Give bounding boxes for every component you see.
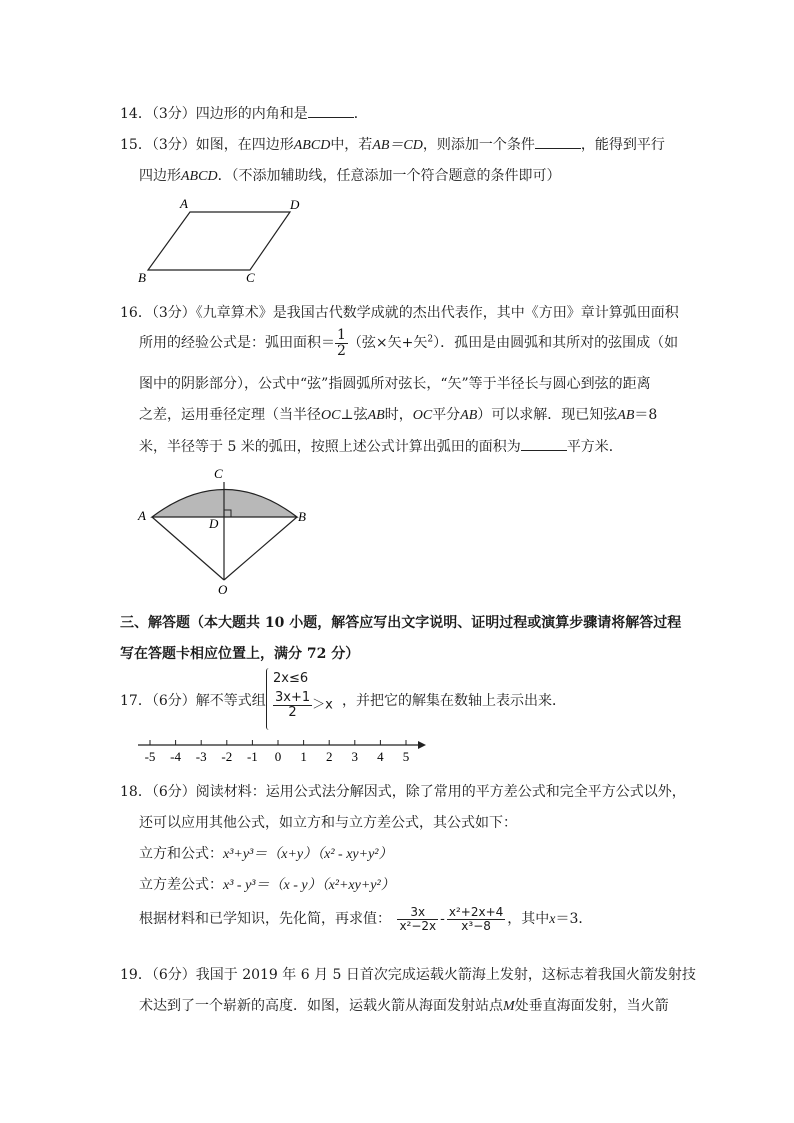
fraction-denominator: x³−8	[461, 918, 491, 933]
question-number: 17．	[120, 693, 152, 709]
answer-blank	[308, 105, 354, 118]
label-d: D	[290, 197, 300, 212]
question-score: （6分）	[151, 967, 196, 983]
q16-line3	[139, 373, 651, 393]
fraction-numerator: 1	[337, 327, 346, 343]
fraction-2	[447, 906, 505, 932]
q16-text: 之差，运用垂径定理（当半径	[139, 407, 321, 423]
label-b: B	[298, 509, 306, 524]
q15-text: ．（不添加辅助线，任意添加一个符合题意的条件即可）	[217, 168, 561, 184]
answer-blank	[521, 438, 567, 451]
arc-field-figure	[130, 462, 320, 600]
q18-line1	[120, 781, 686, 801]
fraction-denominator: x²−2x	[399, 918, 437, 933]
formula: x³+y³＝（x+y）（x² - xy+y²）	[223, 847, 393, 862]
fraction-numerator: 3x+1	[275, 690, 311, 705]
q15-text: 四边形	[139, 168, 181, 184]
fraction-1	[397, 906, 438, 932]
question-number: 19．	[120, 967, 152, 983]
q16-superscript: 2	[427, 334, 434, 345]
q16-text: ⊥弦	[340, 407, 368, 423]
q19-line2	[139, 995, 669, 1015]
parallelogram-shape	[148, 212, 290, 270]
question-score: （3分）	[151, 106, 196, 122]
q16-line1	[120, 302, 679, 322]
q19-var: M	[503, 999, 515, 1014]
q16-text: ）可以求解．现已知弦	[477, 407, 618, 423]
label-c: C	[214, 466, 223, 481]
q15-text: 中，若	[330, 137, 373, 153]
tick-label: -3	[195, 749, 207, 764]
q15-abcd: ABCD	[293, 138, 331, 153]
q16-text: 时，	[384, 407, 413, 423]
q16-line2	[139, 328, 678, 358]
q15-text: 如图，在四边形	[195, 137, 294, 153]
q16-text: （弦×矢+矢	[347, 335, 428, 352]
q16-text: 图中的阴影部分），公式中“弦”指圆弧所对弦长，“矢”等于半径长与圆心到弦的距离	[139, 376, 651, 392]
q15-text: ，能得到平行	[580, 137, 665, 153]
inequality-1: 2x≤6	[273, 671, 309, 686]
section-header-line2: 写在答题卡相应位置上，满分 72 分）	[120, 646, 360, 662]
tick-label: 1	[300, 749, 307, 764]
section-header-line1: 三、解答题（本大题共 10 小题，解答应写出文字说明、证明过程或演算步骤请将解答过程	[120, 615, 682, 631]
q18-text: 根据材料和已学知识，先化简，再求值：	[139, 911, 391, 928]
q16-var: OC	[321, 408, 341, 423]
tick-label: 0	[274, 749, 282, 764]
q15-abcd: ABCD	[181, 169, 218, 184]
question-score: （3分）	[151, 137, 196, 153]
q16-var: AB	[460, 408, 478, 423]
q18-sum-formula	[139, 843, 393, 863]
q15-line1	[120, 134, 665, 154]
question-score: （6分）	[151, 693, 196, 709]
radius-ob	[224, 517, 297, 580]
tick-label: -5	[144, 749, 156, 764]
q16-text: ）．孤田是由圆弧和其所对的弦围成（如	[433, 335, 679, 352]
tick-label: 3	[351, 749, 359, 764]
q18-text: ＝3．	[555, 911, 593, 928]
q16-var: AB	[367, 408, 385, 423]
formula: x³ - y³＝（x - y）（x²+xy+y²）	[223, 878, 395, 893]
q18-diff-formula	[139, 874, 395, 894]
q17-instruction: ，并把它的解集在数轴上表示出来．	[342, 693, 566, 709]
tick-label: -2	[221, 749, 233, 764]
question-number: 18．	[120, 784, 152, 800]
q15-text: ，则添加一个条件	[422, 137, 535, 153]
tick-label: 2	[325, 749, 333, 764]
q19-text: 处垂直海面发射，当火箭	[514, 998, 669, 1014]
fraction-numerator: x²+2x+4	[448, 905, 504, 919]
label-a: A	[180, 196, 188, 211]
question-number: 14．	[120, 106, 152, 122]
q18-text: ，其中	[507, 911, 550, 928]
question-score: （6分）	[151, 784, 196, 800]
fraction-denominator: 2	[288, 704, 297, 720]
q18-text: 阅读材料：运用公式法分解因式，除了常用的平方差公式和完全平方公式以外，	[195, 784, 686, 800]
formula-label: 立方和公式：	[139, 846, 223, 862]
minus-sign: -	[440, 911, 445, 928]
q16-line5	[139, 436, 623, 456]
question-number: 16．	[120, 305, 152, 321]
q15-equation: AB＝CD	[372, 138, 423, 153]
label-o: O	[218, 582, 228, 597]
q18-line5	[139, 906, 592, 932]
inequality-2	[273, 691, 333, 719]
tick-label: -1	[246, 749, 258, 764]
question-number: 15．	[120, 137, 152, 153]
q16-text: 米，半径等于 5 米的弧田，按照上述公式计算出弧田的面积为	[139, 439, 521, 455]
fraction-denominator: 2	[337, 342, 346, 359]
label-b: B	[138, 270, 146, 285]
q17-text: 解不等式组	[195, 693, 266, 709]
inequality-rhs: ＞x	[312, 697, 333, 713]
tick-label: 5	[402, 749, 410, 764]
q19-text: 术达到了一个崭新的高度．如图，运载火箭从海面发射站点	[139, 998, 503, 1014]
parallelogram-figure	[130, 192, 310, 287]
q15-line2	[139, 165, 561, 185]
q18-line2: 还可以应用其他公式，如立方和与立方差公式，其公式如下：	[139, 815, 517, 831]
tick-label: 4	[377, 749, 384, 764]
q16-text: ＝8	[634, 407, 658, 423]
q16-var: AB	[617, 408, 635, 423]
system-brace	[266, 668, 269, 730]
arrow-icon	[418, 741, 426, 749]
q18-var: x	[549, 912, 556, 928]
q16-text: 平方米．	[566, 439, 623, 455]
label-c: C	[246, 270, 255, 285]
q16-var: OC	[412, 408, 433, 423]
fraction-half	[335, 328, 348, 358]
q19-text: 我国于 2019 年 6 月 5 日首次完成运载火箭海上发射，这标志着我国火箭发射技	[195, 967, 696, 983]
question-text: 四边形的内角和是	[195, 106, 308, 122]
q16-line4	[139, 404, 657, 424]
formula-label: 立方差公式：	[139, 877, 223, 893]
fraction	[273, 691, 312, 719]
question-end: ．	[353, 106, 368, 122]
q14	[120, 103, 368, 123]
q16-text: 平分	[432, 407, 461, 423]
question-score: （3分）	[151, 305, 196, 321]
q16-text: 所用的经验公式是：弧田面积＝	[139, 335, 335, 352]
label-d: D	[209, 516, 219, 531]
q16-text: 《九章算术》是我国古代数学成就的杰出代表作，其中《方田》章计算弧田面积	[195, 305, 679, 321]
fraction-numerator: 3x	[397, 906, 438, 920]
q19-line1	[120, 964, 696, 984]
number-line	[138, 736, 428, 766]
tick-label: -4	[170, 749, 182, 764]
label-a: A	[138, 508, 146, 523]
q17-line	[120, 690, 266, 710]
answer-blank	[535, 136, 581, 149]
